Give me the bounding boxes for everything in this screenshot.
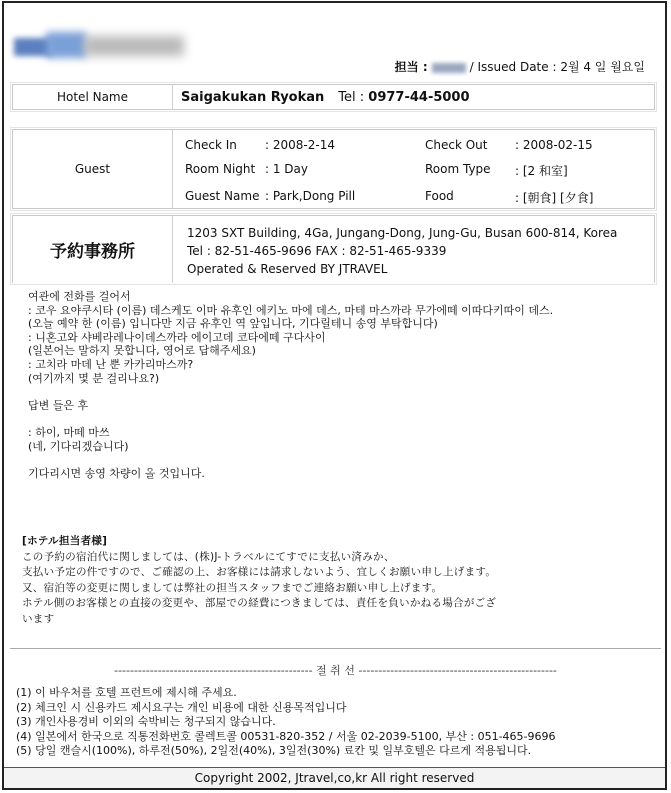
hotel-row: [12, 84, 655, 110]
staff-label: 担当 :: [394, 60, 428, 74]
hotel-info: [173, 85, 470, 109]
notes-list: [16, 686, 556, 759]
office-phones: Tel : 82-51-465-9696 FAX : 82-51-465-9339: [187, 244, 447, 258]
note-item: (4) 일본에서 한국으로 직통전화번호 콜렉트콜 00531-820-352 / 서울 02-2039-5100, 부산 : 051-465-9696: [16, 729, 556, 743]
food-value: : [朝食] [夕食]: [515, 191, 594, 205]
check-in-value: : 2008-2-14: [265, 138, 335, 152]
note-item: (5) 당일 캔슬시(100%), 하루전(50%), 2일전(40%), 3일전(30%) 료칸 및 일부호텔은 다르게 적용됩니다.: [16, 744, 532, 758]
cut-line: -------------------------------------------------- 절 취 선 --------------------------------------------------: [114, 664, 557, 677]
guest-name-label: Guest Name: [185, 189, 260, 203]
office-address: 1203 SXT Building, 4Ga, Jungang-Dong, Jung-Gu, Busan 600-814, Korea: [187, 226, 618, 240]
office-operated: Operated & Reserved BY JTRAVEL: [187, 262, 388, 276]
office-info: [173, 216, 617, 283]
hotel-name-label: Hotel Name: [13, 85, 173, 109]
office-row: [12, 215, 655, 283]
hotel-name: Saigakukan Ryokan: [181, 89, 325, 105]
office-label: 予約事務所: [13, 216, 173, 283]
room-type-label: Room Type: [425, 162, 491, 176]
guest-row: [12, 129, 655, 209]
hotel-staff-note: [22, 534, 496, 628]
room-type-value: : [2 和室]: [515, 164, 568, 178]
company-logo: [14, 26, 184, 64]
guest-details: [173, 130, 615, 208]
room-night-value: : 1 Day: [265, 162, 309, 176]
hotel-tel-label: Tel :: [338, 89, 365, 105]
hotel-note-body: この予約の宿泊代に関しましては、(株)J-トラベルにてすでに支払い済みか、 支払い予定の件ですので、ご確認の上、お客様には請求しないよう、宜しくお願い申し上げます。 又、宿泊等の変更に関しましては弊社の担当スタッフまでご連絡お願い申し上げます。 ホテル側のお客様との直接の変更や、部屋での経費につきましては、責任を負いかねる場合がござ います: [22, 550, 497, 625]
hotel-tel: [338, 90, 469, 105]
food-label: Food: [425, 189, 454, 203]
issued-date: / Issued Date : 2월 4 일 월요일: [469, 60, 645, 74]
copyright-footer: Copyright 2002, Jtravel,co,kr All right reserved: [4, 767, 665, 788]
note-item: (2) 체크인 시 신용카드 제시요구는 개인 비용에 대한 신용목적입니다: [16, 700, 347, 714]
check-out-label: Check Out: [425, 138, 488, 152]
guest-name-value: : Park,Dong Pill: [265, 189, 356, 203]
room-night-label: Room Night: [185, 162, 256, 176]
note-item: (1) 이 바우처를 호텔 프런트에 제시해 주세요.: [16, 686, 237, 699]
hotel-note-heading: [ホテル担当者様]: [22, 535, 108, 547]
guest-label: Guest: [13, 130, 173, 208]
check-out-value: : 2008-02-15: [515, 138, 593, 152]
issued-info: [395, 58, 645, 75]
check-in-label: Check In: [185, 138, 237, 152]
section-divider: [10, 648, 661, 649]
phone-script-message: 여관에 전화를 걸어서 : 코우 요야쿠시타 (이름) 데스케도 이마 유후인 에키노 마에 데스, 마테 마스까라 무가에떼 이따다키따이 데스. (오늘 예약 한 (이름) 입니다만 지금 유후인 역 앞입니다, 기다릴테니 송영 부탁합니다) : 니혼고와 샤베라레나이데스까라 에이고데 코타에떼 구다사이 (일본어는 말하지 못합니다, 영어로 답해주세요) : 고치라 마데 난 뿐 카카리마스까? (여기까지 몇 분 걸리나요?) 답변 들은 후 : 하이, 마떼 마쓰 (네, 기다리겠습니다) 기다리시면 송영 차량이 올 것입니다.: [28, 290, 554, 480]
staff-name-redacted: [432, 63, 466, 73]
note-item: (3) 개인사용경비 이외의 숙박비는 청구되지 않습니다.: [16, 715, 276, 729]
hotel-tel-number: 0977-44-5000: [368, 89, 470, 105]
